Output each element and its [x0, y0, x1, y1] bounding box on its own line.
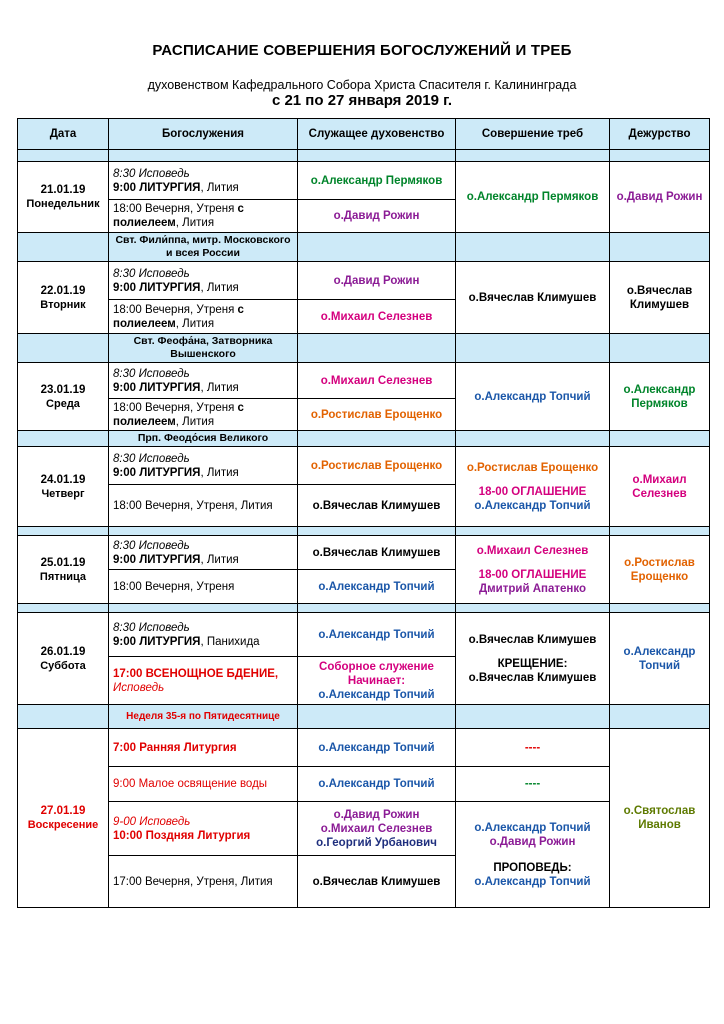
col-date: Дата [18, 119, 109, 150]
treby-cell: о.Александр Пермяков [456, 162, 610, 233]
duty-cell: о.Давид Рожин [610, 162, 710, 233]
day-row [18, 536, 710, 570]
page-subtitle: духовенством Кафедрального Собора Христа Спасителя г. Калининграда [147, 78, 577, 92]
service-cell: 8:30 Исповедь 9:00 ЛИТУРГИЯ, Лития [109, 447, 298, 485]
clergy-cell: о.Вячеслав Климушев [298, 485, 456, 527]
day-row [18, 729, 710, 767]
feast-label: Неделя 35-я по Пятидесятнице [109, 705, 298, 729]
duty-cell: о.Вячеслав Климушев [610, 262, 710, 334]
service-cell: 17:00 Вечерня, Утреня, Лития [109, 856, 298, 908]
feast-row [18, 334, 710, 363]
feast-row [18, 705, 710, 729]
clergy-cell: о.Вячеслав Климушев [298, 536, 456, 570]
spacer-row [18, 604, 710, 613]
treby-cell: о.Вячеслав Климушев [456, 262, 610, 334]
spacer-row [18, 527, 710, 536]
clergy-cell: о.Давид Рожин о.Михаил Селезнев о.Георгий Урбанович [298, 802, 456, 856]
clergy-cell: о.Михаил Селезнев [298, 300, 456, 334]
clergy-cell: о.Александр Пермяков [298, 162, 456, 200]
clergy-cell: о.Давид Рожин [298, 262, 456, 300]
service-row [18, 802, 710, 856]
feast-row [18, 233, 710, 262]
treby-cell: ---- [456, 767, 610, 802]
clergy-cell: о.Давид Рожин [298, 200, 456, 233]
day-cell: 26.01.19 Суббота [18, 613, 109, 705]
day-row [18, 447, 710, 485]
col-services: Богослужения [109, 119, 298, 150]
day-row [18, 162, 710, 200]
service-cell: 8:30 Исповедь 9:00 ЛИТУРГИЯ, Панихида [109, 613, 298, 657]
treby-cell: о.Александр Топчий [456, 363, 610, 431]
feast-label: Прп. Феодо́сия Великого [109, 431, 298, 447]
day-row [18, 363, 710, 399]
treby-cell: о.Михаил Селезнев 18-00 ОГЛАШЕНИЕ Дмитрий Апатенко [456, 536, 610, 604]
day-cell: 22.01.19 Вторник [18, 262, 109, 334]
service-cell: 18:00 Вечерня, Утреня с полиелеем, Лития [109, 300, 298, 334]
duty-cell: о.Ростислав Ерощенко [610, 536, 710, 604]
day-cell: 24.01.19 Четверг [18, 447, 109, 527]
day-cell: 23.01.19 Среда [18, 363, 109, 431]
date-range: с 21 по 27 января 2019 г. [271, 92, 453, 109]
duty-cell: о.Александр Топчий [610, 613, 710, 705]
day-row [18, 613, 710, 657]
clergy-cell: о.Михаил Селезнев [298, 363, 456, 399]
service-cell: 18:00 Вечерня, Утреня с полиелеем, Лития [109, 399, 298, 431]
feast-row [18, 150, 710, 162]
clergy-cell: Соборное служение Начинает: о.Александр Топчий [298, 657, 456, 705]
service-cell: 8:30 Исповедь 9:00 ЛИТУРГИЯ, Лития [109, 363, 298, 399]
clergy-cell: о.Александр Топчий [298, 767, 456, 802]
treby-cell: о.Ростислав Ерощенко 18-00 ОГЛАШЕНИЕ о.Александр Топчий [456, 447, 610, 527]
page-title: РАСПИСАНИЕ СОВЕРШЕНИЯ БОГОСЛУЖЕНИЙ И ТРЕБ [152, 42, 572, 59]
clergy-cell: о.Ростислав Ерощенко [298, 399, 456, 431]
treby-cell: ---- [456, 729, 610, 767]
service-cell: 8:30 Исповедь 9:00 ЛИТУРГИЯ, Лития [109, 162, 298, 200]
service-cell: 17:00 ВСЕНОЩНОЕ БДЕНИЕ, Исповедь [109, 657, 298, 705]
service-cell: 8:30 Исповедь 9:00 ЛИТУРГИЯ, Лития [109, 536, 298, 570]
clergy-cell: о.Александр Топчий [298, 729, 456, 767]
duty-cell: о.Михаил Селезнев [610, 447, 710, 527]
col-treby: Совершение треб [456, 119, 610, 150]
schedule-table [17, 118, 710, 908]
col-duty: Дежурство [610, 119, 710, 150]
clergy-cell: о.Александр Топчий [298, 613, 456, 657]
clergy-cell: о.Вячеслав Климушев [298, 856, 456, 908]
feast-label: Свт. Феофа́на, Затворника Вышенского [109, 334, 298, 363]
col-clergy: Служащее духовенство [298, 119, 456, 150]
service-cell: 7:00 Ранняя Литургия [109, 729, 298, 767]
service-cell: 8:30 Исповедь 9:00 ЛИТУРГИЯ, Лития [109, 262, 298, 300]
day-cell: 21.01.19 Понедельник [18, 162, 109, 233]
header-row [18, 119, 710, 150]
service-cell: 18:00 Вечерня, Утреня с полиелеем, Лития [109, 200, 298, 233]
clergy-cell: о.Александр Топчий [298, 570, 456, 604]
feast-label: Свт. Фили́ппа, митр. Московского и всея России [109, 233, 298, 262]
treby-cell: о.Вячеслав Климушев КРЕЩЕНИЕ: о.Вячеслав Климушев [456, 613, 610, 705]
day-cell: 25.01.19 Пятница [18, 536, 109, 604]
service-cell: 18:00 Вечерня, Утреня, Лития [109, 485, 298, 527]
day-row [18, 262, 710, 300]
feast-row [18, 431, 710, 447]
day-cell: 27.01.19 Воскресение [18, 729, 109, 908]
clergy-cell: о.Ростислав Ерощенко [298, 447, 456, 485]
service-cell: 18:00 Вечерня, Утреня [109, 570, 298, 604]
treby-cell: о.Александр Топчий о.Давид Рожин ПРОПОВЕДЬ: о.Александр Топчий [456, 802, 610, 908]
duty-cell: о.Святослав Иванов [610, 729, 710, 908]
duty-cell: о.Александр Пермяков [610, 363, 710, 431]
service-cell: 9-00 Исповедь 10:00 Поздняя Литургия [109, 802, 298, 856]
service-row [18, 767, 710, 802]
service-cell: 9:00 Малое освящение воды [109, 767, 298, 802]
